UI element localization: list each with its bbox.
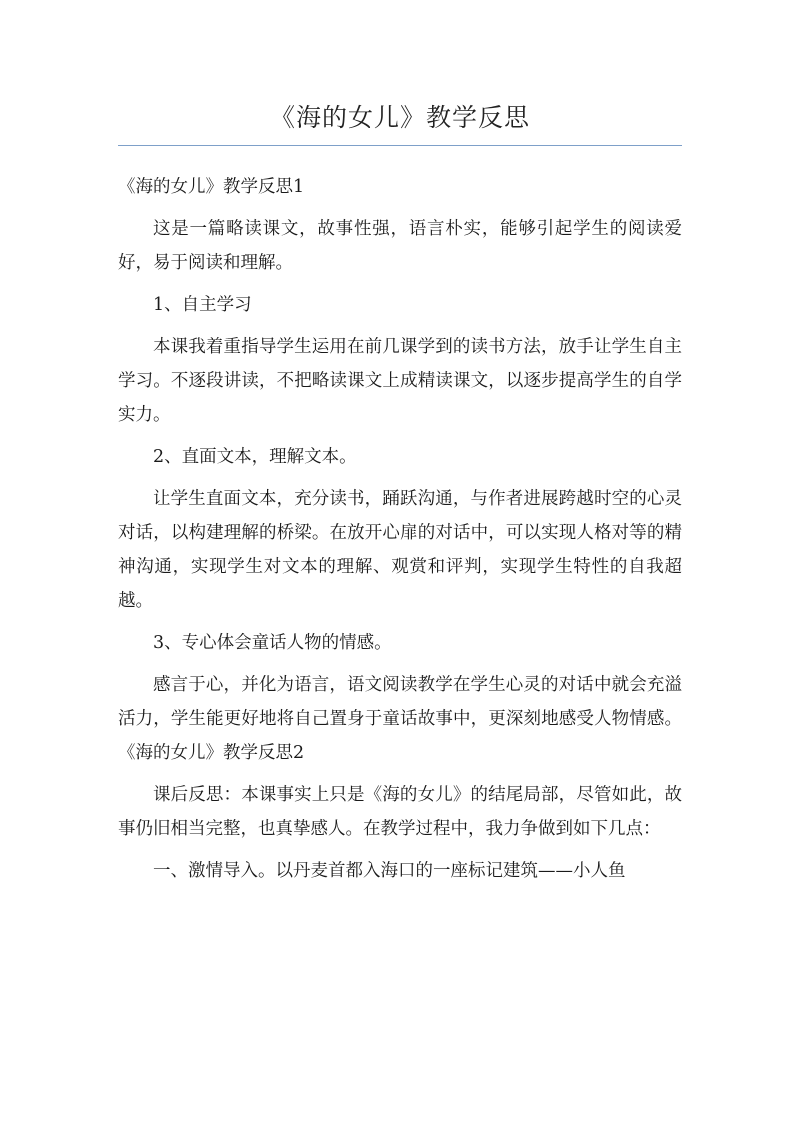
paragraph: 1、自主学习: [153, 295, 252, 315]
document-body: [118, 170, 682, 896]
section-heading-1: 《海的女儿》教学反思1: [118, 177, 305, 197]
paragraph: 3、专心体会童话人物的情感。: [153, 633, 392, 653]
paragraph: 感言于心，并化为语言，语文阅读教学在学生心灵的对话中就会充溢活力，学生能更好地将自己置身于童话故事中，更深刻地感受人物情感。《海的女儿》教学反思2: [118, 675, 682, 763]
title-divider: [118, 145, 682, 146]
paragraph: 让学生直面文本，充分读书，踊跃沟通，与作者进展跨越时空的心灵对话，以构建理解的桥梁。在放开心扉的对话中，可以实现人格对等的精神沟通，实现学生对文本的理解、观赏和评判，实现学生特性的自我超越。: [118, 489, 682, 611]
paragraph: 这是一篇略读课文，故事性强，语言朴实，能够引起学生的阅读爱好，易于阅读和理解。: [118, 219, 682, 273]
document-title: 《海的女儿》教学反思: [269, 103, 530, 132]
paragraph: 本课我着重指导学生运用在前几课学到的读书方法，放手让学生自主学习。不逐段讲读，不把略读课文上成精读课文，以逐步提高学生的自学实力。: [118, 337, 682, 425]
paragraph: 课后反思：本课事实上只是《海的女儿》的结尾局部，尽管如此，故事仍旧相当完整，也真挚感人。在教学过程中，我力争做到如下几点：: [118, 785, 682, 839]
paragraph: 一、激情导入。以丹麦首都入海口的一座标记建筑——小人鱼: [153, 861, 626, 881]
paragraph: 2、直面文本，理解文本。: [153, 447, 357, 467]
